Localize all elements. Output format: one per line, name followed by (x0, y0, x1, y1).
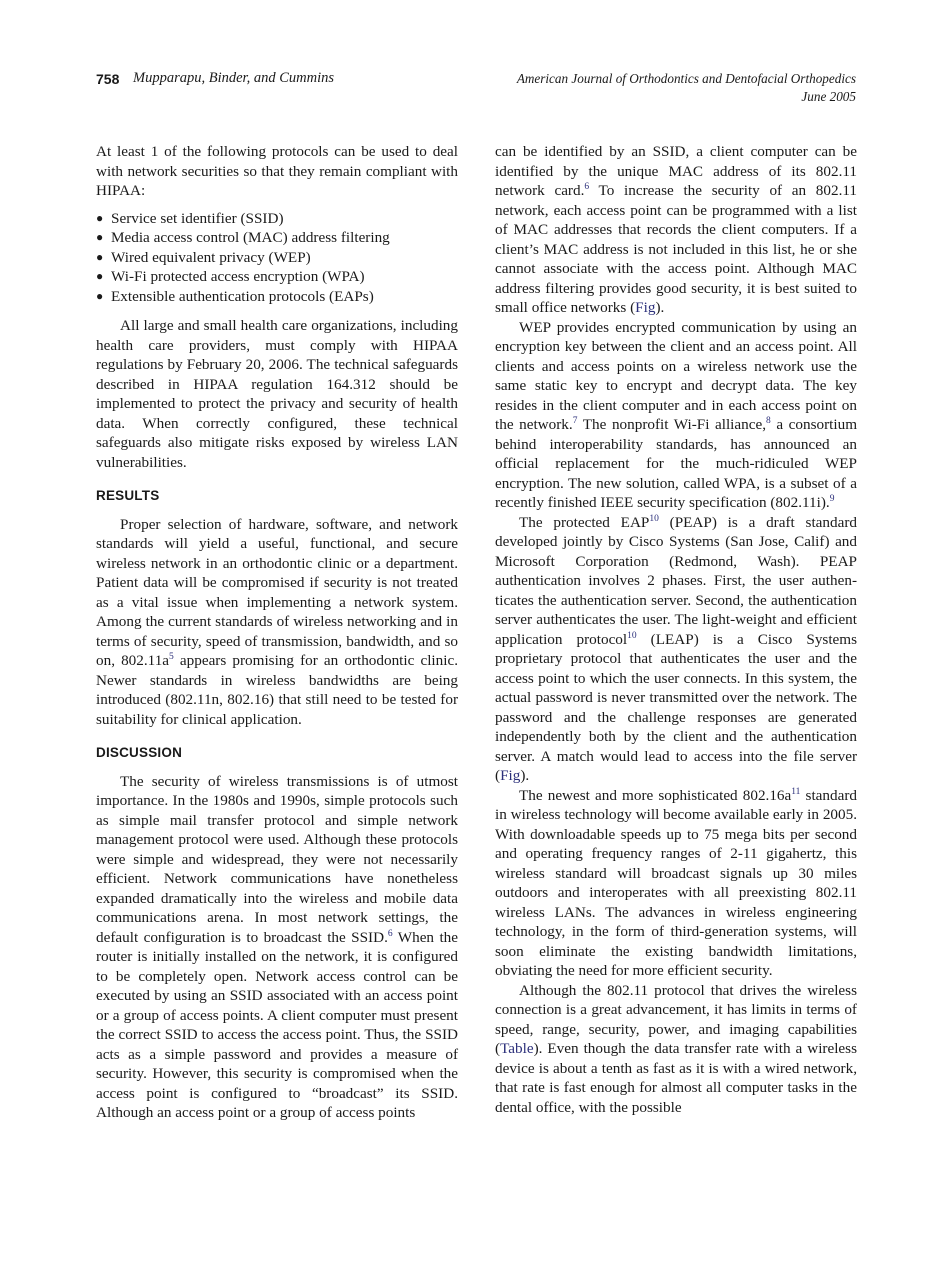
bullet-icon: ● (96, 269, 104, 283)
citation-link[interactable]: 10 (649, 513, 659, 524)
figure-link[interactable]: Fig (500, 767, 521, 784)
citation-link[interactable]: 8 (766, 416, 771, 426)
right-column (495, 142, 857, 1117)
wep-paragraph: WEP provides encrypted communication by using an encryption key between the client and an access point. All clients and access points on a wireless network use the same static key to encrypt and decrypt data. The key resides in the client computer and in each access point on the network.$^7$ The nonprofit Wi-Fi alliance,$^8$ a consortium behind interoperability standards, has announced an official replacement for the much-ridiculed WEP encryption. The new solution, called WPA, is a subset of a recently finished IEEE security specification (802.11i).$^9$ (495, 318, 858, 511)
running-header (96, 70, 856, 110)
bullet-icon: ● (96, 249, 104, 264)
journal-title: American Journal of Orthodontics and Dentofacial Orthopedics (516, 71, 856, 86)
list-item: ● Media access control (MAC) address filtering (96, 229, 390, 246)
mac-paragraph: can be identified by an SSID, a client computer can be identified by the unique MAC address of its 802.11 network card.$^6$ To increase the security of an 802.11 network, each access point can be programmed with a list of MAC addresses that records the client computers. If a client’s MAC address is not included in this list, he or she cannot associate with the access point. Although MAC address filtering provides good security, it is best suited to small office networks (Fig). (495, 143, 857, 316)
peap-paragraph: The protected EAP$^{10}$ (PEAP) is a draft standard developed jointly by Cisco Systems (San Jose, Calif) and Microsoft Corporation (Redmond, Wash). PEAP authentication involves 2 phases. First, the user authenticates the authentication server. Second, the authentication server authenticates the user. The light-weight and efficient application protocol$^{10}$ (LEAP) is a Cisco Systems proprietary protocol that authenticates the user and the access point to which the user connects. In this system, the actual password is never transmitted over the network. The password and the challenge responses are generated independently both by the client and the authentication server. A match would lead to access into the file server (Fig). (495, 513, 858, 784)
left-column (96, 142, 458, 1123)
discussion-heading: DISCUSSION (96, 745, 183, 760)
issue-date: June 2005 (801, 89, 856, 104)
wimax-paragraph: The newest and more sophisticated 802.16a$^{11}$ standard in wireless technology will become available early in 2005. With downloadable speeds up to 75 mega bits per second and operating frequency ranges of 2-11 gigahertz, this wireless standard will broadcast signals up 30 miles outdoors and interoperates with all preexisting 802.11 wireless LANs. The advances in wireless engineering technology, in the form of third-generation systems, will soon eliminate the existing bandwidth limitations, obviating the need for more efficient security. (495, 786, 857, 979)
protocol-list (96, 209, 458, 307)
citation-link[interactable]: 6 (387, 928, 393, 939)
figure-link[interactable]: Fig (635, 299, 656, 316)
running-authors: Mupparapu, Binder, and Cummins (133, 70, 334, 86)
list-item: ● Wi-Fi protected access encryption (WPA) (96, 268, 365, 285)
citation-link[interactable]: 11 (791, 786, 801, 797)
bullet-icon: ● (96, 288, 104, 303)
hipaa-paragraph: All large and small health care organizations, including health care providers, must comply with HIPAA regulations by February 20, 2006. The technical safeguards described in HIPAA regulation 164.312 should be implemented to protect the privacy and security of health data. When correctly configured, these technical safeguards also mitigate risks exposed by wireless LAN vulnerabilities. (96, 317, 458, 471)
intro-paragraph: At least 1 of the following protocols can be used to deal with network securities so that they remain compliant with HIPAA: (96, 143, 458, 199)
discussion-paragraph: The security of wireless transmissions is of utmost importance. In the 1980s and 1990s, simple protocols such as simple mail transfer protocol and simple network management protocol were used. Although these protocols were simple and widespread, they were not necessarily efficient. Network communications have nonetheless expanded dramatically into the wireless and mobile data communications arena. In most network settings, the default configuration is to broadcast the SSID.$^6$ When the router is initially installed on the network, it is configured to be completely open. Network access control can be executed by using an SSID associated with an access point or a group of access points. A client computer must present the correct SSID to access the access point. Thus, the SSID acts as a simple password and provides a measure of security. However, this security is compromised when the access point is configured to “broadcast” its SSID. Although an access point or a group of access points (96, 772, 458, 1121)
journal-info (517, 70, 856, 106)
results-paragraph: Proper selection of hardware, software, and network standards will yield a useful, functional, and secure wireless network in an orthodontic clinic or a department. Patient data will be compromised if security is not treated as a vital issue when implementing a network system. Among the current standards of wireless networking and in terms of security, speed of transmission, bandwidth, and so on, 802.11a$^5$ appears promising for an orthodontic clinic. Newer standards in wireless bandwidths are being introduced (802.11n, 802.16) that still need to be tested for suitability for clinical application. (96, 515, 458, 728)
citation-link[interactable]: 6 (584, 182, 590, 192)
citation-link[interactable]: 10 (627, 630, 637, 641)
citation-link[interactable]: 5 (169, 652, 174, 662)
limits-paragraph: Although the 802.11 protocol that drives the wireless connection is a great advancement, it has limits in terms of speed, range, security, power, and imaging capabilities (Table). Even though the data transfer rate with a wireless device is about a tenth as fast as it is with a wired network, that rate is fast enough for almost all computer tasks in the dental office, with the possible (495, 981, 857, 1116)
citation-link[interactable]: 9 (829, 494, 835, 504)
bullet-icon: ● (96, 210, 104, 225)
bullet-icon: ● (96, 230, 104, 244)
results-heading: RESULTS (96, 488, 160, 503)
list-item: ● Service set identifier (SSID) (96, 209, 284, 227)
list-item: ● Extensible authentication protocols (EAPs) (96, 287, 374, 305)
citation-link[interactable]: 7 (572, 416, 578, 426)
list-item: ● Wired equivalent privacy (WEP) (96, 248, 311, 266)
table-link[interactable]: Table (500, 1040, 534, 1057)
page-number: 758 (96, 71, 120, 87)
